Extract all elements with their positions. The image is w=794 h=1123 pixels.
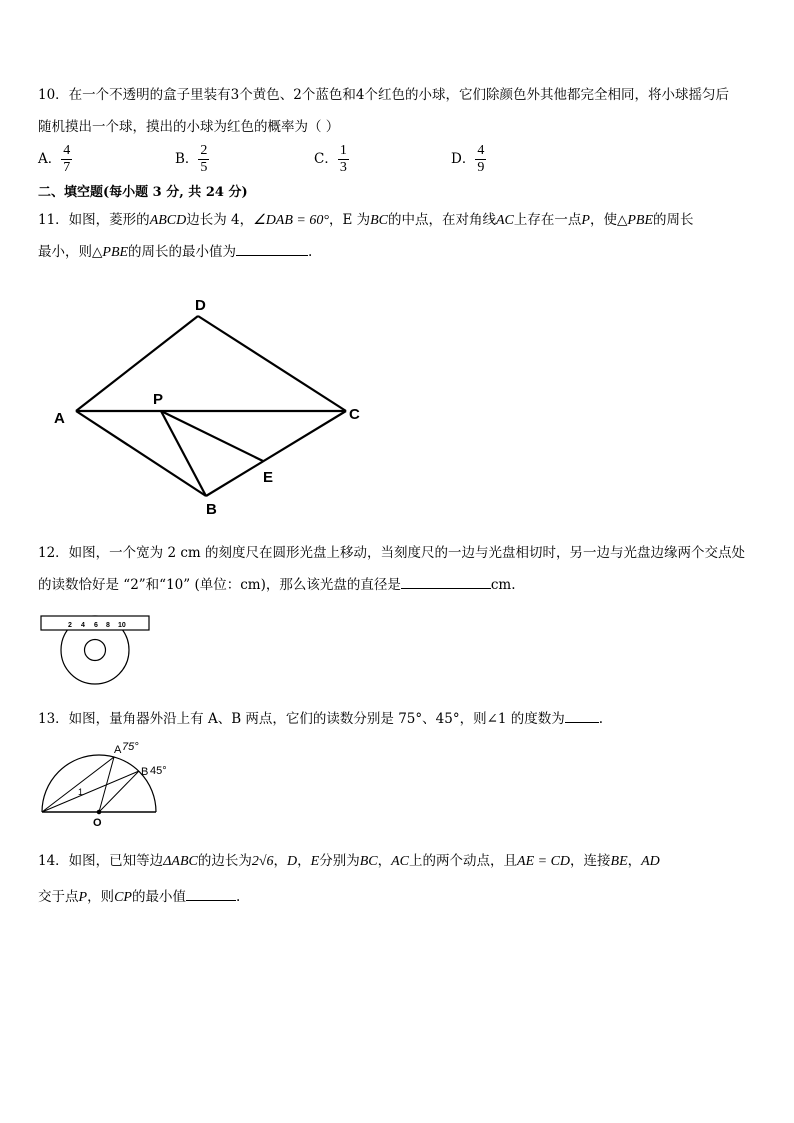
- segment-pe: [161, 411, 263, 461]
- q14-answer-blank[interactable]: [186, 888, 236, 901]
- tick-2: 2: [68, 622, 72, 629]
- q10-option-c: C． $\frac{1}{3}$: [314, 143, 347, 175]
- q13-protractor-figure: [42, 755, 156, 814]
- center-o: [97, 810, 101, 814]
- label-o: O: [93, 817, 102, 829]
- edge-dc: [198, 316, 346, 411]
- q14-line2: 交于点P，则CP的最小值 .: [38, 889, 241, 905]
- section-title: 二、填空题(每小题 3 分, 共 24 分): [38, 185, 248, 200]
- label-protractor-b: B: [141, 766, 149, 778]
- edge-ad: [76, 316, 198, 411]
- q10-option-a: A． $\frac{4}{7}$: [38, 143, 71, 175]
- q12-line1: 12．如图，一个宽为 2 cm 的刻度尺在圆形光盘上移动，当刻度尺的一边与光盘相切时，另一边与光盘边缘两个交点处: [38, 545, 746, 561]
- label-p: P: [153, 391, 164, 408]
- disc-hole: [85, 640, 106, 661]
- tick-4: 4: [81, 622, 85, 629]
- line-to-a: [42, 757, 114, 812]
- segment-pb: [161, 411, 206, 496]
- tick-8: 8: [106, 622, 110, 629]
- tick-6: 6: [94, 622, 98, 629]
- line-to-b: [42, 771, 139, 812]
- label-d: D: [195, 297, 206, 314]
- label-e: E: [263, 469, 274, 486]
- q14-line1: 14．如图，已知等边ΔABC的边长为2√6，D，E分别为BC，AC上的两个动点，且AE = CD，连接BE，AD: [38, 853, 660, 869]
- q11-line2: 最小，则△PBE的周长的最小值为 .: [38, 244, 313, 260]
- label-angle-1: 1: [78, 787, 84, 797]
- q10-line1: 10．在一个不透明的盒子里装有3个黄色、2个蓝色和4个红色的小球，它们除颜色外其他都完全相同，将小球摇匀后: [38, 87, 729, 103]
- q12-answer-blank[interactable]: [401, 576, 491, 589]
- label-75: 75°: [122, 741, 139, 753]
- protractor-arc: [42, 755, 156, 812]
- q11-line1: 11．如图，菱形的ABCD边长为 4，∠DAB = 60°，E 为BC的中点，在对角线AC上存在一点P，使△PBE的周长: [38, 212, 694, 228]
- q10-line2: 随机摸出一个球，摸出的小球为红色的概率为（ ）: [38, 119, 340, 135]
- q12-ruler-disc-figure: [41, 616, 149, 684]
- label-45: 45°: [150, 765, 167, 777]
- label-c: C: [349, 406, 360, 423]
- q12-line2: 的读数恰好是 “2”和“10” (单位：cm)，那么该光盘的直径是 cm.: [38, 577, 516, 593]
- q13-line: 13．如图，量角器外沿上有 A、B 两点，它们的读数分别是 75°、45°，则∠1 的度数为 .: [38, 711, 604, 727]
- q13-answer-blank[interactable]: [565, 710, 599, 723]
- edge-cb: [206, 411, 346, 496]
- label-a: A: [54, 410, 65, 427]
- label-b: B: [206, 501, 217, 518]
- q10-option-d: D． $\frac{4}{9}$: [451, 143, 485, 175]
- tick-10: 10: [118, 622, 126, 629]
- label-protractor-a: A: [114, 744, 122, 756]
- q10-option-b: B． $\frac{2}{5}$: [175, 143, 208, 175]
